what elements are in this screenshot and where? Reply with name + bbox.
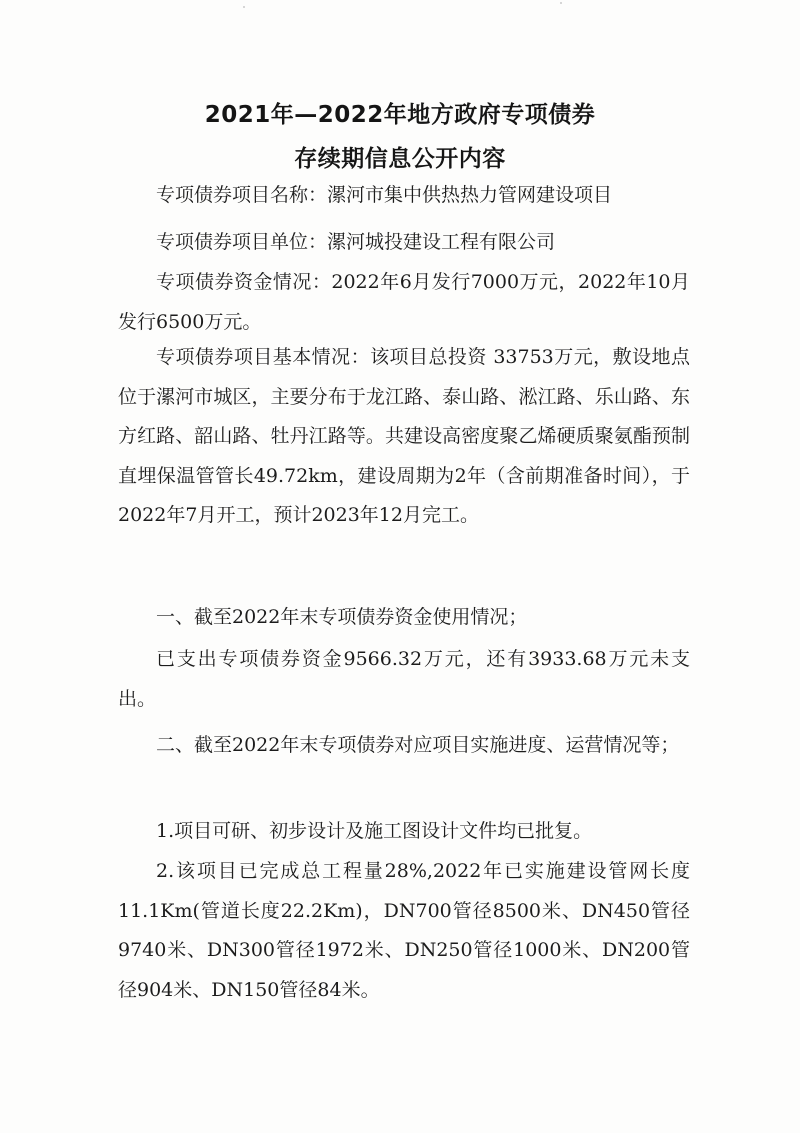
project-name-paragraph: 专项债券项目名称：漯河市集中供热热力管网建设项目 xyxy=(156,184,613,206)
section-2-heading: 二、截至2022年末专项债券对应项目实施进度、运营情况等； xyxy=(156,734,680,756)
basic-info-paragraph: 专项债券项目基本情况：该项目总投资 33753万元，敷设地点位于漯河市城区，主要分布于龙江路、泰山路、淞江路、乐山路、东方红路、韶山路、牡丹江路等。共建设高密度聚乙烯硬质聚氨酯预制直埋保温管管长49.72km，建设周期为2年（含前期准备时间），于2022年7月开工，预计2023年12月完工。 xyxy=(118,346,690,526)
document-title-line-2: 存续期信息公开内容 xyxy=(294,146,506,172)
project-unit-paragraph: 专项债券项目单位：漯河城投建设工程有限公司 xyxy=(156,231,556,253)
funds-paragraph: 专项债券资金情况：2022年6月发行7000万元，2022年10月发行6500万元。 xyxy=(118,271,690,333)
document-title-line-1: 2021年—2022年地方政府专项债券 xyxy=(204,102,596,128)
scan-speck xyxy=(560,2,562,4)
scan-speck xyxy=(243,6,245,8)
section-1-heading: 一、截至2022年末专项债券资金使用情况； xyxy=(156,606,528,628)
list-item-2: 2.该项目已完成总工程量28%,2022年已实施建设管网长度11.1Km(管道长度22.2Km)，DN700管径8500米、DN450管径9740米、DN300管径1972米、DN250管径1000米、DN200管径904米、DN150管径84米。 xyxy=(118,860,690,1001)
list-item-1: 1.项目可研、初步设计及施工图设计文件均已批复。 xyxy=(156,820,593,842)
section-1-body: 已支出专项债券资金9566.32万元，还有3933.68万元未支出。 xyxy=(118,648,690,710)
